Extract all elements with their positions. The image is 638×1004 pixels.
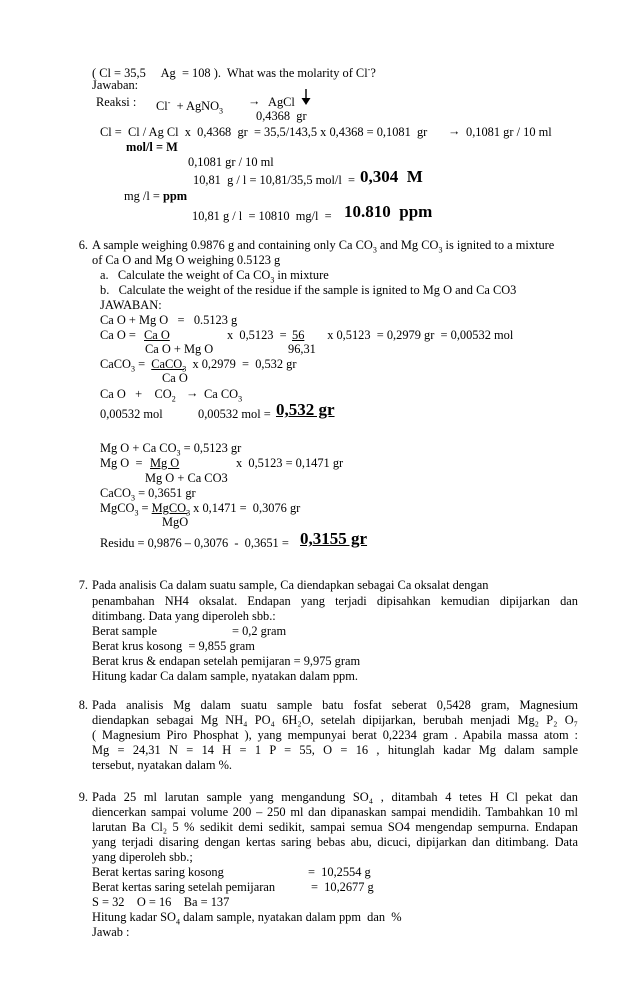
- ppm-result: 10.810 ppm: [344, 202, 433, 221]
- q7-paragraph: penambahan NH4 oksalat. Endapan yang terjadi dipisahkan kemudian dipijarkan dan ditimbang. Data yang diperoleh sbb.:: [92, 594, 578, 623]
- q6-step: Ca O =: [100, 328, 143, 342]
- q9-line: Berat kertas saring setelah pemijaran: [92, 880, 276, 894]
- q9-line: = 10,2677 g: [311, 880, 374, 894]
- q6-part-a: a. Calculate the weight of Ca $CO_3$ in mixture: [100, 268, 329, 285]
- q6-step: x 0,5123 = 0,1471 gr: [236, 456, 344, 470]
- q6-part-b: b. Calculate the weight of the residue if the sample is ignited to Mg O and Ca CO3: [100, 283, 517, 297]
- agcl-weight: 0,4368 gr: [256, 109, 307, 123]
- q7-line: Hitung kadar Ca dalam sample, nyatakan dalam ppm.: [92, 669, 358, 683]
- q6-residue: Residu = 0,9876 – 0,3076 - 0,3651 =: [100, 536, 289, 550]
- moll-step-1: 0,1081 gr / 10 ml: [188, 155, 274, 169]
- q6-step: 0,00532 mol: [100, 407, 163, 421]
- fraction-numerator: Mg O: [150, 456, 180, 470]
- moll-step-2: 10,81 g / l = 10,81/35,5 mol/l =: [193, 173, 355, 187]
- cl-calc-result: 0,1081 gr / 10 ml: [466, 125, 552, 139]
- moll-result: 0,304 M: [360, 167, 423, 186]
- q7-line: Berat krus kosong = 9,855 gram: [92, 639, 255, 653]
- question-number: 8.: [78, 698, 88, 712]
- question-line: ( Cl = 35,5 Ag = 108 ). What was the molarity of Cl-?: [92, 65, 376, 81]
- moll-label: mol/l = M: [126, 140, 178, 154]
- fraction-numerator: Ca O: [144, 328, 170, 342]
- q9-line: = 10,2554 g: [308, 865, 371, 879]
- jawaban-label: Jawaban:: [92, 78, 139, 92]
- q6-result-a: 0,532 gr: [276, 400, 335, 419]
- fraction-denominator: Mg O + Ca CO3: [145, 471, 228, 485]
- q9-jawab: Jawab :: [92, 925, 130, 939]
- fraction-denominator: Ca O: [162, 371, 188, 385]
- q9-line: S = 32 O = 16 Ba = 137: [92, 895, 230, 909]
- fraction-denominator: MgO: [162, 515, 189, 529]
- question-number: 6.: [78, 238, 88, 252]
- arrow-right-icon: →: [448, 124, 461, 138]
- q7-line: Berat krus & endapan setelah pemijaran = 9,975 gram: [92, 654, 361, 668]
- agcl-label: AgCl: [268, 95, 295, 109]
- fraction-denominator: 96,31: [288, 342, 316, 356]
- q9-line: Hitung kadar $SO_4$ dalam sample, nyatakan dalam ppm dan %: [92, 910, 402, 927]
- fraction-denominator: Ca O + Mg O: [145, 342, 214, 356]
- q6-step: x 0,5123 = 0,2979 gr = 0,00532 mol: [321, 328, 514, 342]
- cl-calculation: Cl = Cl / Ag Cl x 0,4368 gr = 35,5/143,5 x 0,4368 = 0,1081 gr: [100, 125, 428, 139]
- q6-result-b: 0,3155 gr: [300, 529, 368, 548]
- arrow-right-icon: →: [186, 386, 199, 400]
- question-number: 7.: [78, 578, 88, 592]
- ppm-label: mg /l = ppm: [124, 189, 188, 203]
- arrow-down-icon: [300, 88, 312, 106]
- q6-step: Mg O + Ca $CO_3 = 0,5123$ gr: [100, 441, 242, 458]
- q6-step: Ca O + Mg O = 0.5123 g: [100, 313, 238, 327]
- q6-step: Mg O =: [100, 456, 149, 470]
- q7-line: Pada analisis Ca dalam suatu sample, Ca diendapkan sebagai Ca oksalat dengan: [92, 578, 489, 592]
- q7-line: = 0,2 gram: [232, 624, 287, 638]
- reaksi-label: Reaksi :: [96, 95, 137, 109]
- q6-reaction-product: Ca $CO_3$: [204, 387, 243, 404]
- q6-step: MgCO$_3$ = MgCO$_3$ x 0,1471 = 0,3076 gr: [100, 501, 301, 518]
- q6-reaction: Ca O + $CO_2$: [100, 387, 176, 404]
- q6-jawaban: JAWABAN:: [100, 298, 162, 312]
- q9-line: Berat kertas saring kosong: [92, 865, 224, 879]
- q6-step: x 0,5123 =: [227, 328, 293, 342]
- q6-step: 0,00532 mol =: [198, 407, 271, 421]
- q8-paragraph: Pada analisis Mg dalam suatu sample batu fosfat seberat 0,5428 gram, Magnesium diendapkan sebagai Mg NH₄ PO₄ 6H₂O, setelah dipijarkan, berubah menjadi Mg₂ P₂ O₇ ( Magnesium Piro Phosphat ), yang mempunyai berat 0,2234 gram . Apabila massa atom : Mg = 24,31 N = 14 H = 1 P = 55, O = 16 , hitunglah kadar Mg dalam sample tersebut, nyatakan dalam %.: [92, 698, 578, 772]
- q6-line-1: A sample weighing 0.9876 g and containing only Ca $CO_3$ and Mg $CO_3$ is ignited to a mixture: [92, 238, 555, 255]
- q9-paragraph: Pada 25 ml larutan sample yang mengandung SO₄ , ditambah 4 tetes H Cl pekat dan diencerkan sampai volume 200 – 250 ml dan dipanaskan sampai mendidih. Tambahkan 10 ml larutan Ba Cl₂ 5 % sedikit demi sedikit, sampai semua SO4 mengendap sempurna. Endapan yang terjadi disaring dengan kertas saring bebas abu, dicuci, dipijarkan dan ditimbang. Data yang diperoleh sbb.;: [92, 790, 578, 864]
- fraction-numerator: 56: [292, 328, 305, 342]
- question-number: 9.: [78, 790, 88, 804]
- arrow-right-icon: →: [248, 94, 261, 108]
- q7-line: Berat sample: [92, 624, 158, 638]
- ppm-step: 10,81 g / l = 10810 mg/l =: [192, 209, 332, 223]
- reaksi-equation: Cl- + AgNO$_3$: [156, 98, 224, 116]
- q6-step: CaCO$_3$ = CaCO$_3$ x 0,2979 = 0,532 gr: [100, 357, 297, 374]
- q6-line-2: of Ca O and Mg O weighing 0.5123 g: [92, 253, 281, 267]
- q6-step: CaCO$_3$ = 0,3651 gr: [100, 486, 196, 503]
